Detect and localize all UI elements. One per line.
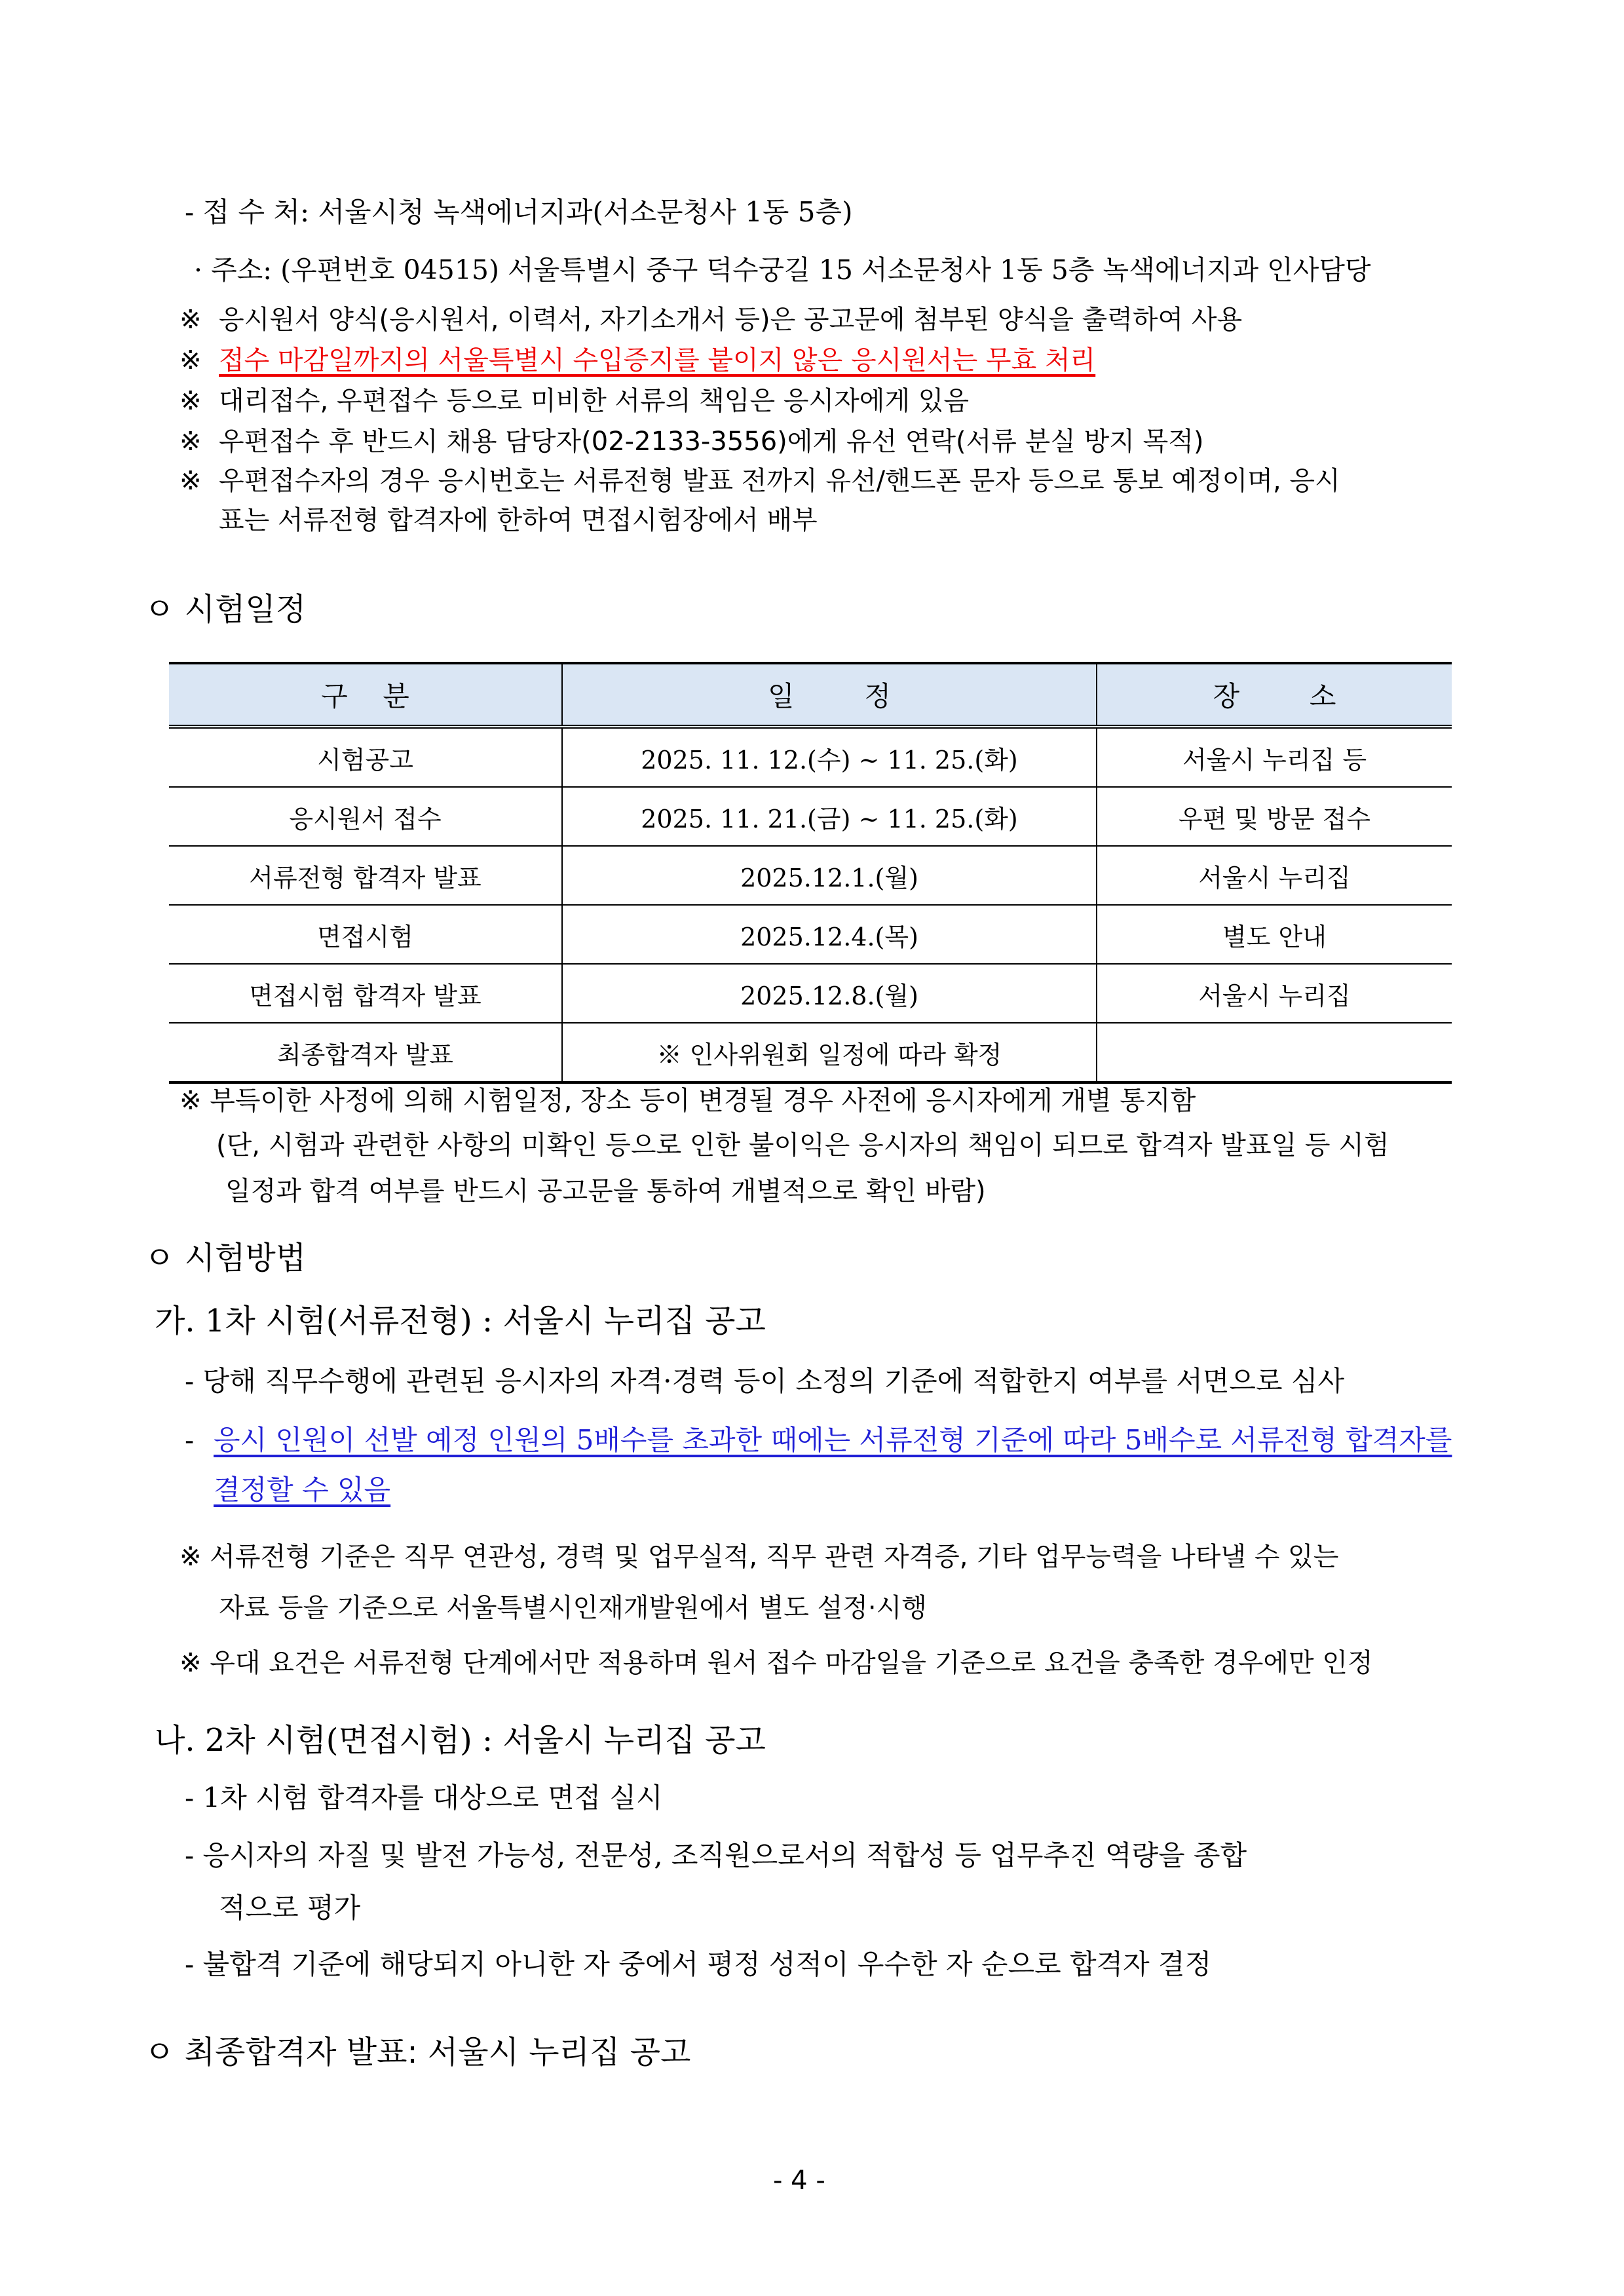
first-exam-selection-rule: 응시 인원이 선발 예정 인원의 5배수를 초과한 때에는 서류전형 기준에 따라 5배수로 서류전형 합격자를 [214,1424,1452,1456]
schedule-note-line2: (단, 시험과 관련한 사항의 미확인 등으로 인한 불이익은 응시자의 책임이 되므로 합격자 발표일 등 시험 [216,1130,1389,1160]
second-exam-bullet: - 불합격 기준에 해당되지 아니한 자 중에서 평정 성적이 우수한 자 순으로 합격자 결정 [185,1948,1212,1980]
schedule-heading: ㅇ 시험일정 [144,591,307,628]
second-exam-bullet: - 응시자의 자질 및 발전 가능성, 전문성, 조직원으로서의 적합성 등 업무추진 역량을 종합 [185,1839,1247,1871]
first-exam-note-cont: 자료 등을 기준으로 서울특별시인재개발원에서 별도 설정·시행 [219,1593,927,1623]
first-exam-note: ※ 서류전형 기준은 직무 연관성, 경력 및 업무실적, 직무 관련 자격증, 기타 업무능력을 나타낼 수 있는 [179,1542,1339,1572]
cell-category: 최종합격자 발표 [169,1023,562,1082]
table-header-row [169,663,1452,727]
cell-place: 별도 안내 [1097,905,1452,964]
cell-place [1097,1023,1452,1082]
schedule-table [169,662,1452,1084]
cell-category: 응시원서 접수 [169,787,562,846]
second-exam-title: 나. 2차 시험(면접시험) : 서울시 누리집 공고 [155,1722,766,1759]
table-row [169,905,1452,964]
cell-place: 서울시 누리집 등 [1097,727,1452,787]
table-row [169,964,1452,1023]
cell-category: 면접시험 합격자 발표 [169,964,562,1023]
schedule-note-line3: 일정과 합격 여부를 반드시 공고문을 통하여 개별적으로 확인 바람) [225,1176,986,1206]
second-exam-bullet: - 1차 시험 합격자를 대상으로 면접 실시 [185,1782,663,1814]
table-row [169,727,1452,787]
cell-date: 2025.12.4.(목) [562,905,1097,964]
method-heading: ㅇ 시험방법 [144,1240,307,1276]
first-exam-note-preference: ※ 우대 요건은 서류전형 단계에서만 적용하며 원서 접수 마감일을 기준으로 요건을 충족한 경우에만 인정 [179,1648,1373,1678]
reception-note-mark: ※ [179,386,202,416]
reception-note-invalid-warning: 접수 마감일까지의 서울특별시 수입증지를 붙이지 않은 응시원서는 무효 처리 [219,345,1096,375]
first-exam-title: 가. 1차 시험(서류전형) : 서울시 누리집 공고 [155,1303,766,1339]
table-row [169,1023,1452,1082]
reception-note-mark: ※ [179,427,202,457]
reception-note-mark: ※ [179,466,202,496]
cell-place: 서울시 누리집 [1097,964,1452,1023]
column-header-date: 일 정 [562,663,1097,727]
reception-note-continuation: 표는 서류전형 합격자에 한하여 면접시험장에서 배부 [219,505,818,535]
cell-place: 서울시 누리집 [1097,846,1452,905]
cell-date: 2025. 11. 21.(금) ~ 11. 25.(화) [562,787,1097,846]
column-header-place: 장 소 [1097,663,1452,727]
cell-date: 2025. 11. 12.(수) ~ 11. 25.(화) [562,727,1097,787]
reception-note: 우편접수 후 반드시 채용 담당자(02-2133-3556)에게 유선 연락(서류 분실 방지 목적) [219,427,1204,457]
reception-note: 대리접수, 우편접수 등으로 미비한 서류의 책임은 응시자에게 있음 [219,386,969,416]
cell-date: 2025.12.8.(월) [562,964,1097,1023]
reception-note-mark: ※ [179,305,202,335]
reception-note-mark: ※ [179,345,202,375]
cell-date: 2025.12.1.(월) [562,846,1097,905]
cell-category: 시험공고 [169,727,562,787]
reception-address: · 주소: (우편번호 04515) 서울특별시 중구 덕수궁길 15 서소문청사 1동 5층 녹색에너지과 인사담당 [194,254,1371,286]
reception-place: - 접 수 처: 서울시청 녹색에너지과(서소문청사 1동 5층) [185,196,853,228]
schedule-note: ※ 부득이한 사정에 의해 시험일정, 장소 등이 변경될 경우 사전에 응시자에게 개별 통지함 [179,1086,1196,1116]
first-exam-bullet: - 당해 직무수행에 관련된 응시자의 자격·경력 등이 소정의 기준에 적합한지 여부를 서면으로 심사 [185,1365,1345,1397]
table-row [169,787,1452,846]
cell-place: 우편 및 방문 접수 [1097,787,1452,846]
reception-note: 응시원서 양식(응시원서, 이력서, 자기소개서 등)은 공고문에 첨부된 양식을 출력하여 사용 [219,305,1243,335]
first-exam-bullet-dash: - [185,1424,195,1456]
table-row [169,846,1452,905]
first-exam-selection-rule-cont: 결정할 수 있음 [214,1474,391,1506]
page-number: - 4 - [773,2166,825,2196]
final-announcement-heading: ㅇ 최종합격자 발표: 서울시 누리집 공고 [144,2034,691,2071]
reception-note: 우편접수자의 경우 응시번호는 서류전형 발표 전까지 유선/핸드폰 문자 등으로 통보 예정이며, 응시 [219,466,1340,496]
cell-date: ※ 인사위원회 일정에 따라 확정 [562,1023,1097,1082]
column-header-category: 구 분 [169,663,562,727]
cell-category: 면접시험 [169,905,562,964]
second-exam-bullet-cont: 적으로 평가 [219,1892,361,1924]
cell-category: 서류전형 합격자 발표 [169,846,562,905]
